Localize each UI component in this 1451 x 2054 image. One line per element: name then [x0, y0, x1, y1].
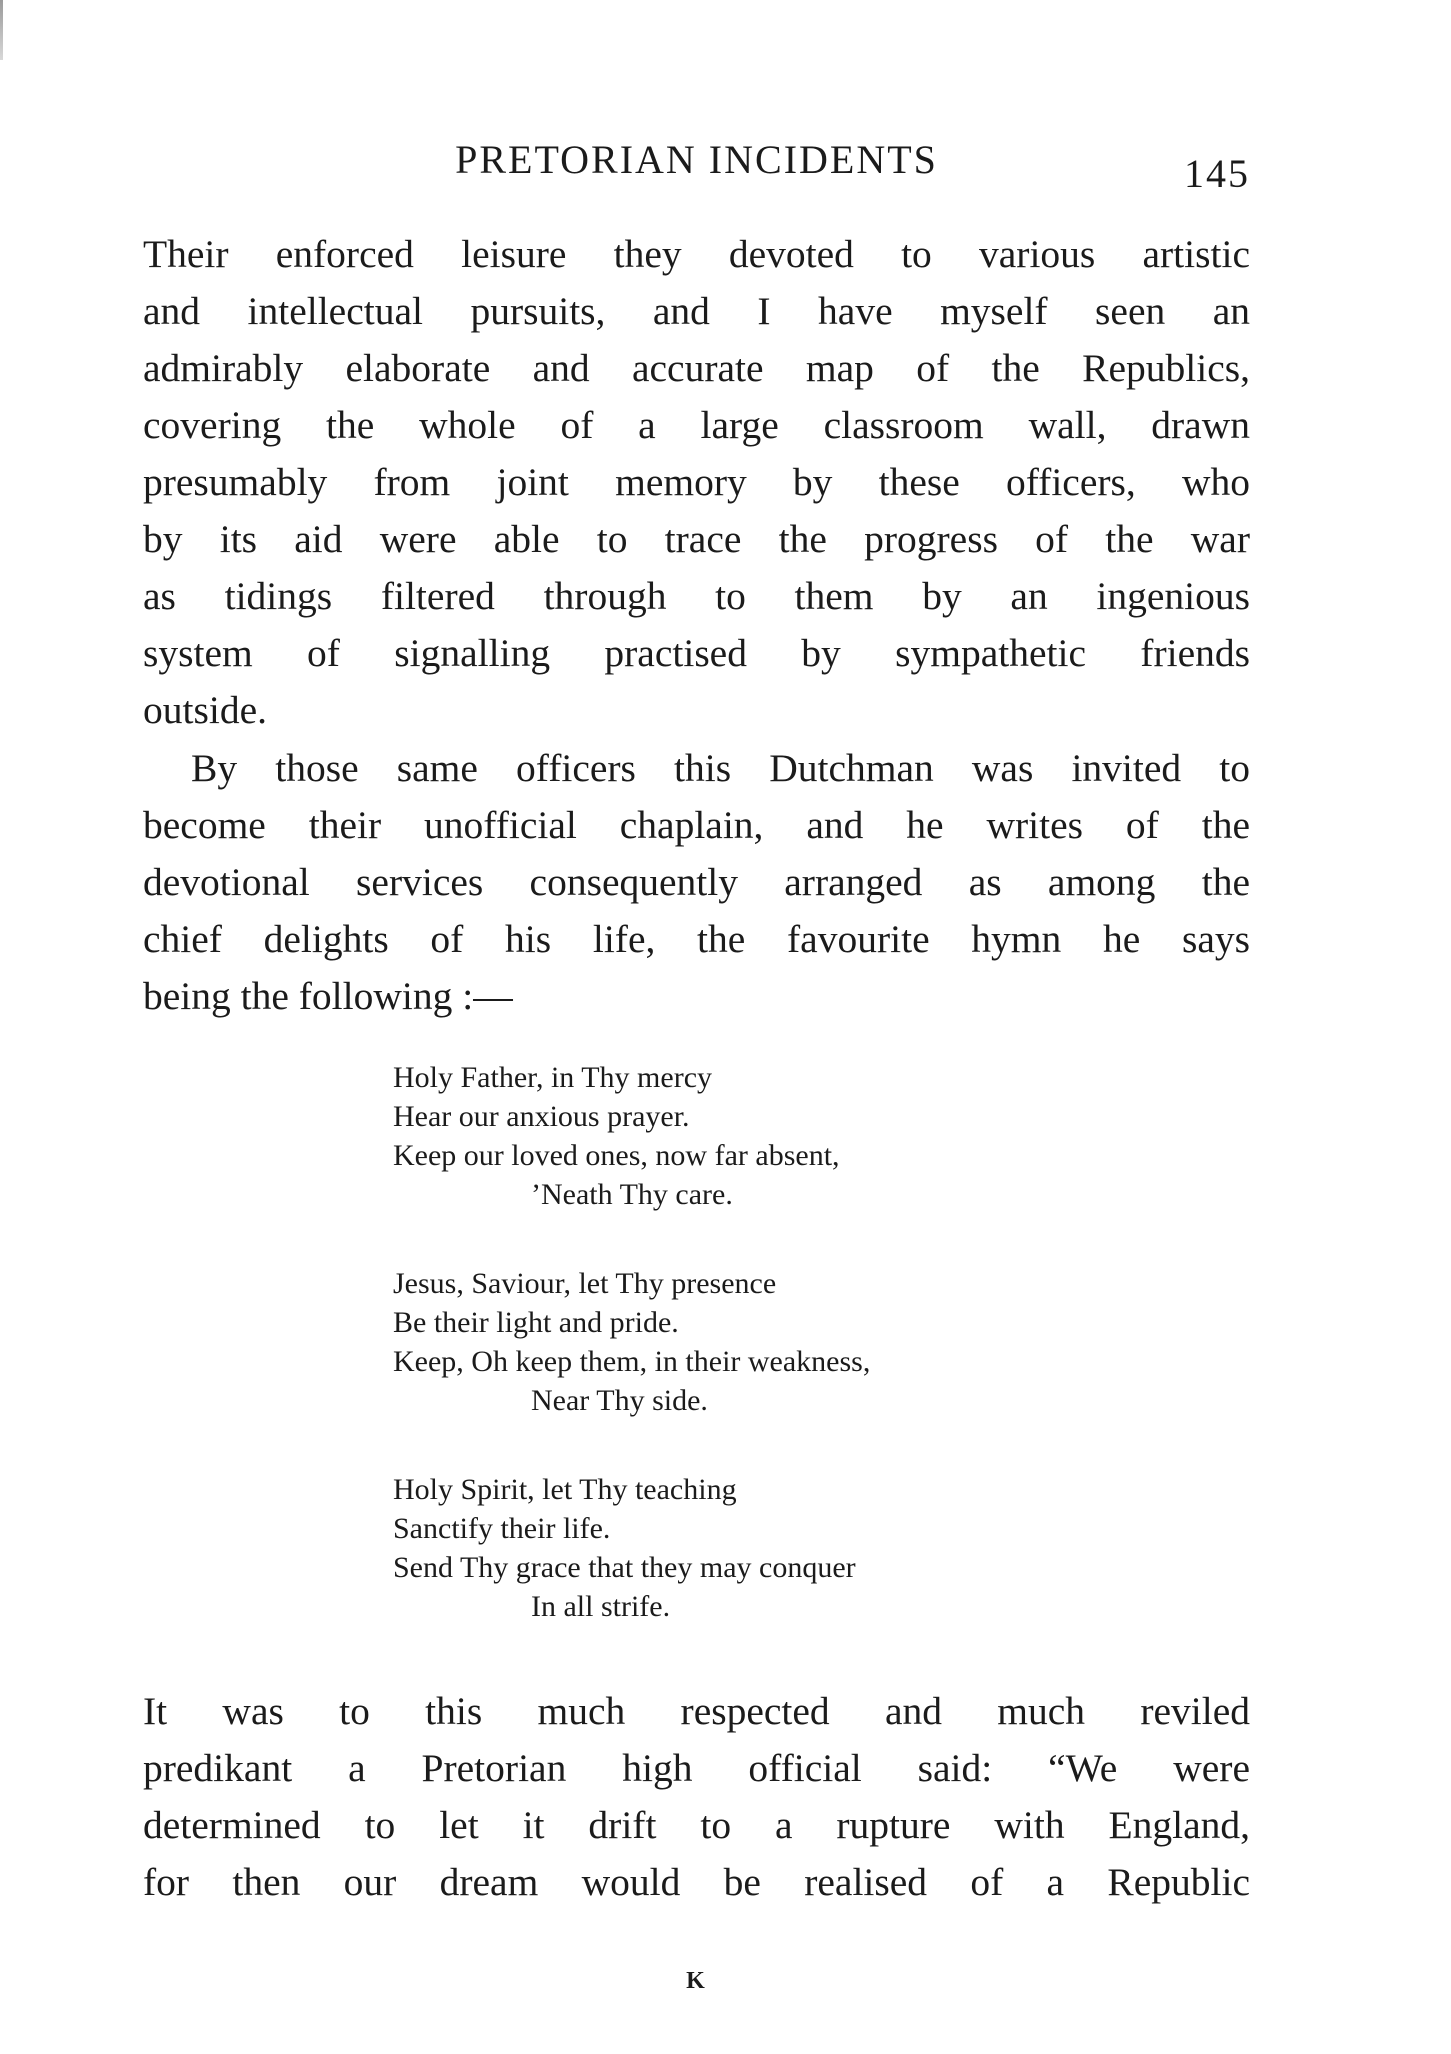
text-line: and intellectual pursuits, and I have myself seen an — [143, 289, 1250, 333]
hymn-refrain: Near Thy side. — [531, 1384, 708, 1417]
text-line: outside. — [143, 688, 267, 732]
hymn-refrain: In all strife. — [531, 1590, 671, 1623]
hymn-refrain: ’Neath Thy care. — [531, 1178, 733, 1211]
hymn-line: Keep our loved ones, now far absent, — [393, 1139, 840, 1172]
text-line: predikant a Pretorian high official said: “We were — [143, 1746, 1250, 1790]
text-line: chief delights of his life, the favourite hymn he says — [143, 917, 1250, 961]
text-line: determined to let it drift to a rupture with England, — [143, 1803, 1250, 1847]
hymn-line: Holy Spirit, let Thy teaching — [393, 1473, 737, 1506]
hymn-stanza-1 — [393, 1058, 870, 1214]
text-line: devotional services consequently arranged as among the — [143, 860, 1250, 904]
text-line: as tidings filtered through to them by an ingenious — [143, 574, 1250, 618]
hymn-stanza-3 — [393, 1470, 870, 1626]
hymn-line: Sanctify their life. — [393, 1512, 611, 1545]
hymn — [393, 1058, 870, 1626]
text-line: It was to this much respected and much reviled — [143, 1689, 1250, 1733]
hymn-line: Keep, Oh keep them, in their weakness, — [393, 1345, 871, 1378]
hymn-line: Send Thy grace that they may conquer — [393, 1551, 856, 1584]
text-line: become their unofficial chaplain, and he writes of the — [143, 803, 1250, 847]
paragraph-1 — [143, 226, 1250, 739]
running-head — [143, 136, 1250, 196]
text-line: covering the whole of a large classroom wall, drawn — [143, 403, 1250, 447]
hymn-line: Be their light and pride. — [393, 1306, 679, 1339]
text-line: for then our dream would be realised of a Republic — [143, 1860, 1250, 1904]
hymn-line: Jesus, Saviour, let Thy presence — [393, 1267, 777, 1300]
paragraph-2 — [143, 740, 1250, 1025]
page-number: 145 — [1184, 151, 1250, 196]
text-line: Their enforced leisure they devoted to various artistic — [143, 232, 1250, 276]
hymn-line: Holy Father, in Thy mercy — [393, 1061, 713, 1094]
hymn-stanza-2 — [393, 1264, 870, 1420]
text-line: system of signalling practised by sympathetic friends — [143, 631, 1250, 675]
page-edge-shadow — [0, 0, 3, 60]
paragraph-3 — [143, 1683, 1250, 1911]
text-line: by its aid were able to trace the progress of the war — [143, 517, 1250, 561]
text-line: admirably elaborate and accurate map of the Republics, — [143, 346, 1250, 390]
running-title: PRETORIAN INCIDENTS — [455, 137, 938, 182]
signature-mark: K — [686, 1968, 705, 1994]
text-line: being the following :— — [143, 974, 513, 1018]
text-line: By those same officers this Dutchman was invited to — [191, 746, 1250, 790]
text-line: presumably from joint memory by these officers, who — [143, 460, 1250, 504]
hymn-line: Hear our anxious prayer. — [393, 1100, 690, 1133]
